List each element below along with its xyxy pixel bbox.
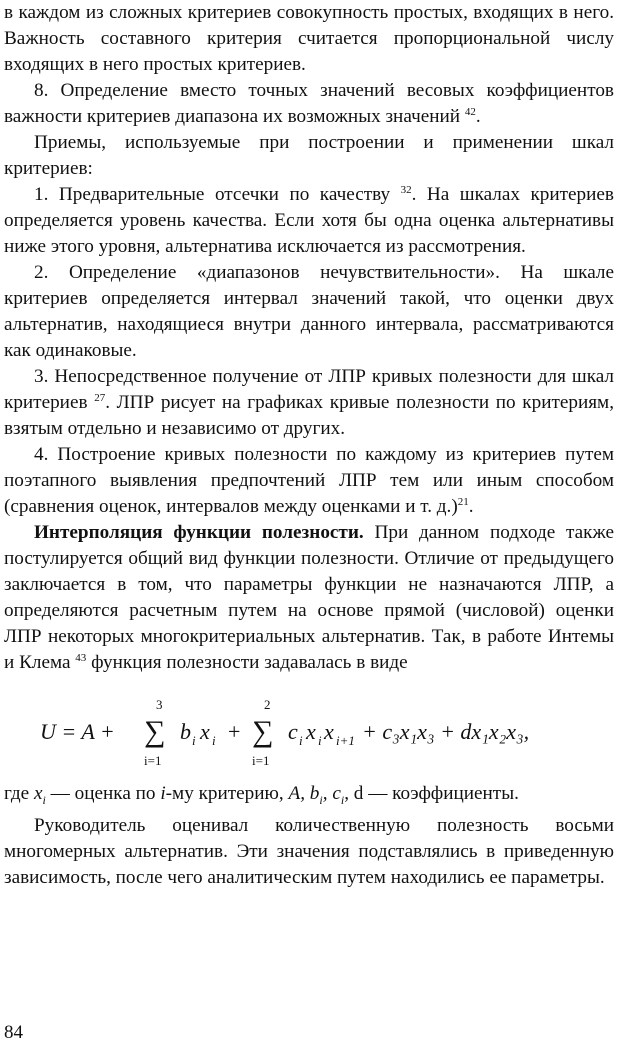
formula-tail: + c₃x₁x₃ + dx₁x₂x₃, xyxy=(362,719,530,744)
term2-x2-sub: i+1 xyxy=(336,733,355,748)
paragraph-9 xyxy=(4,781,614,813)
sum2-sigma: ∑ xyxy=(252,715,274,748)
paragraph-2-text: 8. Определение вместо точных значений весовых коэффициентов важности критериев диапазона их возможных значений xyxy=(4,80,614,127)
p9-c-sub: i xyxy=(340,792,345,807)
term2-x-sub: i xyxy=(318,733,322,748)
term2-c: c xyxy=(288,719,298,744)
paragraph-5: 2. Определение «диапазонов нечувствительности». На шкале критериев определяется интервал значений такой, что оценки двух альтернатив, находящиеся внутри данного интервала, рассматриваются как одинаковые. xyxy=(4,262,614,361)
term2-x: x xyxy=(306,719,316,744)
p9-xi-sub: i xyxy=(42,792,46,807)
paragraph-8-end: функция полезности задавалась в виде xyxy=(86,652,408,673)
term1-b: b xyxy=(180,719,191,744)
sum2-upper: 2 xyxy=(264,697,271,712)
paragraph-6-end: . ЛПР рисует на графиках кривые полезности по критериям, взятым отдельно и независимо от других. xyxy=(4,392,614,439)
paragraph-3: Приемы, используемые при построении и применении шкал критериев: xyxy=(4,132,614,179)
p9-coefs: A, b xyxy=(288,783,320,804)
footnote-ref-42: 42 xyxy=(464,106,476,118)
paragraph-6-text: 3. Непосредственное получение от ЛПР кривых полезности для шкал критериев xyxy=(4,366,614,413)
p9-xi: x xyxy=(34,783,43,804)
page-number: 84 xyxy=(4,1022,23,1043)
paragraph-4-text: 1. Предварительные отсечки по качеству xyxy=(34,184,391,205)
paragraph-8-text: При данном подходе также постулируется общий вид функции полезности. Отличие от предыдущего заключается в том, что параметры функции не назначаются ЛПР, а определяются расчетным путем на основе прямой (числовой) оценки ЛПР некоторых многокритериальных альтернатив. Так, в работе Интемы и Клема xyxy=(4,522,614,673)
sum1-lower: i=1 xyxy=(144,753,162,768)
term1-b-sub: i xyxy=(192,733,196,748)
p9-pre: где xyxy=(4,783,34,804)
paragraph-10: Руководитель оценивал количественную полезность восьми многомерных альтернатив. Эти значения подставлялись в приведенную зависимость, после чего аналитическим путем находились ее параметры. xyxy=(4,814,614,888)
paragraph-1: в каждом из сложных критериев совокупность простых, входящих в него. Важность составного критерия считается пропорциональной числу входящих в него простых критериев. xyxy=(4,2,614,75)
term1-x-sub: i xyxy=(212,733,216,748)
term1-x: x xyxy=(200,719,210,744)
paragraph-4-end: . На шкалах критериев определяется уровень качества. Если хотя бы одна оценка альтернативы ниже этого уровня, альтернатива исключается из рассмотрения. xyxy=(4,184,614,257)
paragraph-4 xyxy=(4,182,614,260)
footnote-ref-21: 21 xyxy=(457,496,469,508)
footnote-ref-27: 27 xyxy=(94,392,106,404)
utility-formula-svg xyxy=(4,679,614,775)
paragraph-7-end: . xyxy=(468,496,474,517)
p9-end: , d — коэффициенты. xyxy=(344,783,519,804)
p9-sep: , c xyxy=(322,783,341,804)
utility-formula xyxy=(4,679,614,775)
footnote-ref-43: 43 xyxy=(75,652,87,664)
paragraph-2-end: . xyxy=(475,106,481,127)
sum1-upper: 3 xyxy=(156,697,163,712)
paragraph-6 xyxy=(4,364,614,442)
p9-mid: — оценка по xyxy=(45,783,161,804)
section-heading-interpolation: Интерполяция функции полезности. xyxy=(34,522,364,543)
p9-mid2: -му критерию, xyxy=(165,783,289,804)
paragraph-2 xyxy=(4,78,614,130)
formula-plus-1: + xyxy=(228,719,241,744)
paragraph-7-text: 4. Построение кривых полезности по каждому из критериев путем поэтапного выявления предпочтений ЛПР тем или иным способом (сравнения оценок, интервалов между оценками и т. д.) xyxy=(4,444,614,517)
sum2-lower: i=1 xyxy=(252,753,270,768)
p9-b-sub: i xyxy=(319,792,323,807)
formula-lhs: U = A + xyxy=(40,719,115,744)
paragraph-8 xyxy=(4,520,614,676)
term2-x2: x xyxy=(324,719,334,744)
sum1-sigma: ∑ xyxy=(144,715,166,748)
term2-c-sub: i xyxy=(299,733,303,748)
footnote-ref-32: 32 xyxy=(400,184,412,196)
paragraph-7 xyxy=(4,442,614,520)
p9-i: i xyxy=(160,783,166,804)
